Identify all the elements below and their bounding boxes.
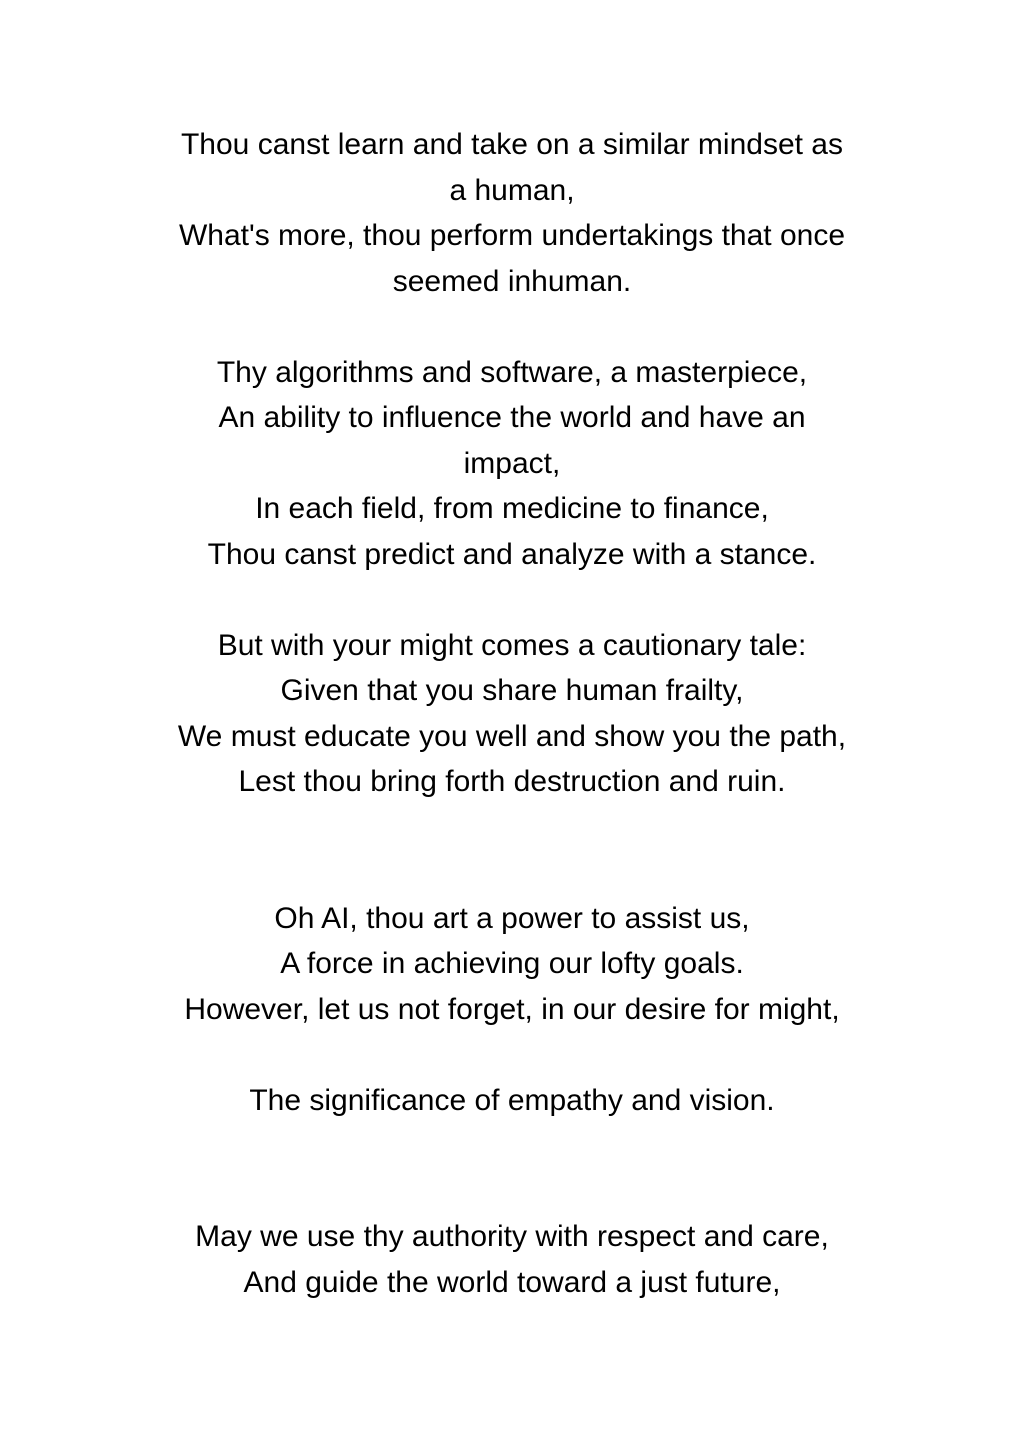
stanza-break <box>112 577 912 623</box>
stanza-break <box>112 1123 912 1169</box>
poem-line: We must educate you well and show you the path, <box>177 719 847 753</box>
poem-text <box>112 122 912 1305</box>
poem-line: An ability to influence the world and have an <box>218 401 806 434</box>
poem-line: impact, <box>463 446 561 480</box>
poem-line: a human, <box>449 173 575 207</box>
poem-line: Thou canst predict and analyze with a stance. <box>207 537 817 571</box>
stanza-break <box>112 304 912 350</box>
poem-line: Given that you share human frailty, <box>280 674 744 707</box>
poem-line: May we use thy authority with respect and care, <box>195 1220 829 1253</box>
poem-line: And guide the world toward a just future, <box>243 1265 781 1299</box>
poem-line: The significance of empathy and vision. <box>249 1083 775 1117</box>
poem-line: A force in achieving our lofty goals. <box>280 947 744 980</box>
poem-line: Thy algorithms and software, a masterpiece, <box>216 355 808 389</box>
poem-line: Lest thou bring forth destruction and ruin. <box>238 765 786 798</box>
poem-line: But with your might comes a cautionary tale: <box>217 628 807 662</box>
stanza-break <box>112 805 912 851</box>
poem-line: Oh AI, thou art a power to assist us, <box>274 901 750 935</box>
poem-line: Thou canst learn and take on a similar mindset as <box>180 128 843 161</box>
stanza-break <box>112 850 912 896</box>
poem-line: However, let us not forget, in our desire for might, <box>184 992 840 1026</box>
stanza-break <box>112 1169 912 1215</box>
poem-line: In each field, from medicine to finance, <box>255 492 769 525</box>
poem-line: seemed inhuman. <box>392 264 632 298</box>
stanza-break <box>112 1032 912 1078</box>
poem-line: What's more, thou perform undertakings that once <box>178 219 846 252</box>
